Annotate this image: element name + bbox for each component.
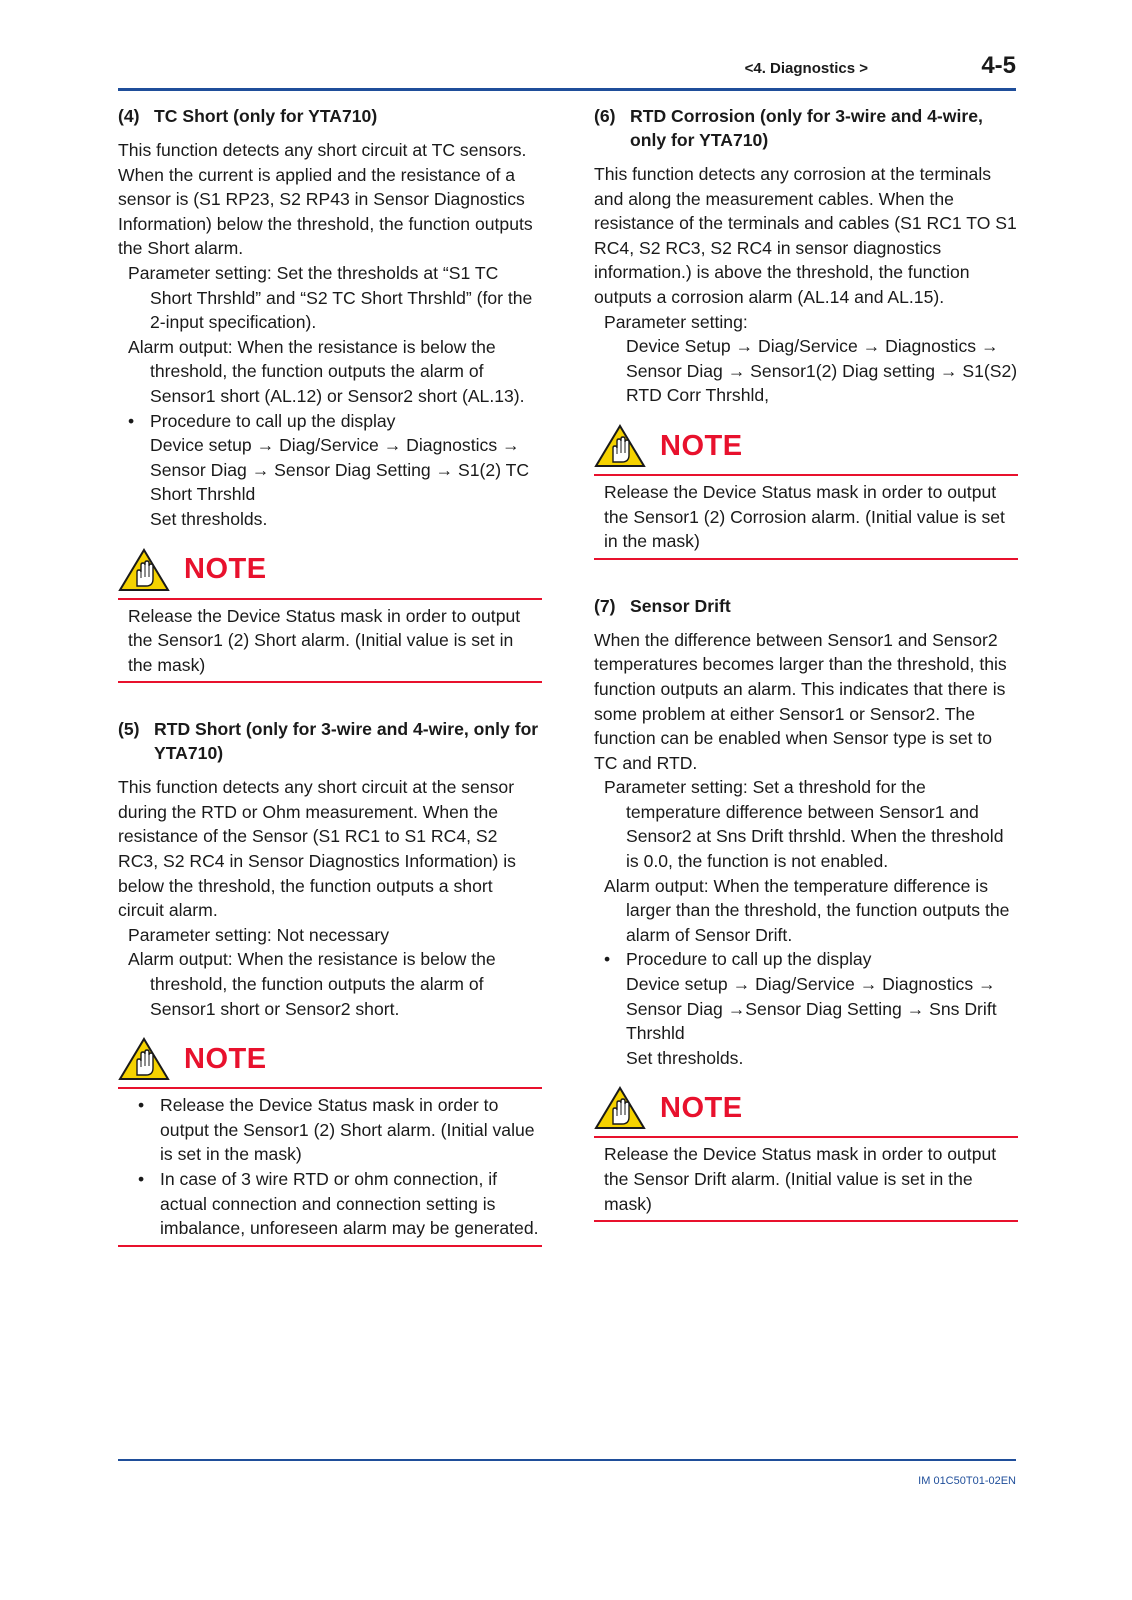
- header-rule: [118, 88, 1016, 91]
- header-page-number: 4-5: [981, 52, 1016, 79]
- note-title: NOTE: [660, 1092, 743, 1125]
- note-bottom-rule: [118, 1245, 542, 1247]
- note-title: NOTE: [184, 553, 267, 586]
- section-6-description: This function detects any corrosion at the terminals and along the measurement cables. When the resistance of the terminals and cables (S1 RC1 TO S1 RC4, S2 RC3, S2 RC4 in sensor diagnostics information.) is above the threshold, the function outputs a corrosion alarm (AL.14 and AL.15).: [594, 164, 1017, 307]
- note-bullet-item: [128, 1093, 542, 1167]
- caution-hand-icon: [594, 1086, 646, 1130]
- section-6-number: (6): [594, 106, 616, 126]
- section-5-parameter-setting: Parameter setting: Not necessary: [128, 924, 390, 945]
- section-4-procedure: [128, 409, 542, 532]
- header-section-title: <4. Diagnostics >: [744, 60, 868, 77]
- caution-hand-icon: [594, 424, 646, 468]
- section-6-parameter-setting-label: Parameter setting:: [604, 311, 748, 332]
- bullet: •: [604, 949, 611, 970]
- section-5-heading: [118, 717, 542, 765]
- section-5-alarm-output: Alarm output: When the resistance is below the threshold, the function outputs the alarm of Sensor1 short or Sensor2 short.: [128, 949, 496, 1019]
- section-7-procedure-path: Device setup → Diag/Service → Diagnostics → Sensor Diag →Sensor Diag Setting → Sns Drift Thrshld: [626, 974, 997, 1044]
- section-5-note: [118, 1037, 542, 1247]
- note-title: NOTE: [660, 429, 743, 462]
- section-4-note: [118, 548, 542, 684]
- bullet: •: [128, 410, 135, 431]
- note-text: Release the Device Status mask in order to output the Sensor1 (2) Short alarm. (Initial value is set in the mask): [128, 605, 521, 675]
- section-7-description: When the difference between Sensor1 and Sensor2 temperatures becomes larger than the threshold, this function outputs an alarm. This indicates that there is some problem at either Sensor1 or Sensor2. The function can be enabled when Sensor type is set to TC and RTD.: [594, 629, 1007, 773]
- section-4-description: This function detects any short circuit at TC sensors. When the current is applied and the resistance of a sensor is (S1 RP23, S2 RP43 in Sensor Diagnostics Information) below the threshold, the function outputs the Short alarm.: [118, 140, 533, 259]
- note-bottom-rule: [594, 1220, 1018, 1222]
- section-7-procedure-title: Procedure to call up the display: [626, 949, 872, 970]
- section-6-parameter-path: Device Setup → Diag/Service → Diagnostics → Sensor Diag → Sensor1(2) Diag setting → S1(S2) RTD Corr Thrshld,: [626, 336, 1018, 406]
- note-bullet-text: Release the Device Status mask in order to output the Sensor1 (2) Short alarm. (Initial value is set in the mask): [160, 1095, 535, 1165]
- section-4-number: (4): [118, 106, 140, 126]
- note-text: Release the Device Status mask in order to output the Sensor1 (2) Corrosion alarm. (Initial value is set in the mask): [604, 481, 1005, 552]
- caution-hand-icon: [118, 548, 170, 592]
- left-column: [118, 104, 542, 1247]
- footer-document-id: IM 01C50T01-02EN: [918, 1475, 1016, 1487]
- section-7-heading: [594, 594, 1018, 618]
- section-6-heading: [594, 104, 1018, 152]
- section-4-title: TC Short (only for YTA710): [154, 106, 378, 126]
- section-4-procedure-end: Set thresholds.: [150, 508, 268, 529]
- section-5-description: This function detects any short circuit at the sensor during the RTD or Ohm measurement. When the resistance of the Sensor (S1 RC1 to S1 RC4, S2 RC3, S2 RC4 in Sensor Diagnostics Information) is below the threshold, the function outputs a short circuit alarm.: [118, 777, 516, 921]
- section-7-number: (7): [594, 595, 616, 616]
- section-7-procedure: [604, 947, 1018, 1070]
- bullet: •: [138, 1095, 145, 1116]
- section-7-procedure-end: Set thresholds.: [626, 1047, 744, 1068]
- section-4-alarm-output: Alarm output: When the resistance is below the threshold, the function outputs the alarm of Sensor1 short (AL.12) or Sensor2 short (AL.13).: [128, 336, 525, 406]
- bullet: •: [138, 1169, 145, 1189]
- section-4-parameter-setting: Parameter setting: Set the thresholds at “S1 TC Short Thrshld” and “S2 TC Short Thrshld” (for the 2-input specification).: [128, 262, 533, 333]
- right-column: [594, 104, 1018, 1222]
- section-7-alarm-output: Alarm output: When the temperature difference is larger than the threshold, the function outputs the alarm of Sensor Drift.: [604, 875, 1010, 945]
- section-5-title: RTD Short (only for 3-wire and 4-wire, only for YTA710): [154, 719, 539, 764]
- section-4-heading: [118, 104, 542, 128]
- section-7-title: Sensor Drift: [630, 595, 731, 616]
- section-6-title: RTD Corrosion (only for 3-wire and 4-wire, only for YTA710): [630, 106, 983, 150]
- note-title: NOTE: [184, 1042, 267, 1075]
- section-4-procedure-title: Procedure to call up the display: [150, 410, 396, 431]
- section-5-number: (5): [118, 719, 140, 740]
- page-header: [118, 50, 1016, 90]
- note-text: Release the Device Status mask in order to output the Sensor Drift alarm. (Initial value is set in the mask): [604, 1144, 997, 1214]
- caution-hand-icon: [118, 1037, 170, 1081]
- section-4-procedure-path: Device setup → Diag/Service → Diagnostics → Sensor Diag → Sensor Diag Setting → S1(2) TC Short Thrshld: [150, 435, 530, 505]
- footer-rule: [118, 1459, 1016, 1461]
- note-bullet-item: [128, 1167, 542, 1241]
- section-7-note: [594, 1086, 1018, 1222]
- section-6-note: [594, 424, 1018, 560]
- note-bullet-text: In case of 3 wire RTD or ohm connection, if actual connection and connection setting is imbalance, unforeseen alarm may be generated.: [160, 1169, 539, 1239]
- section-7-parameter-setting: Parameter setting: Set a threshold for the temperature difference between Sensor1 and Sensor2 at Sns Drift thrshld. When the threshold is 0.0, the function is not enabled.: [604, 777, 1004, 872]
